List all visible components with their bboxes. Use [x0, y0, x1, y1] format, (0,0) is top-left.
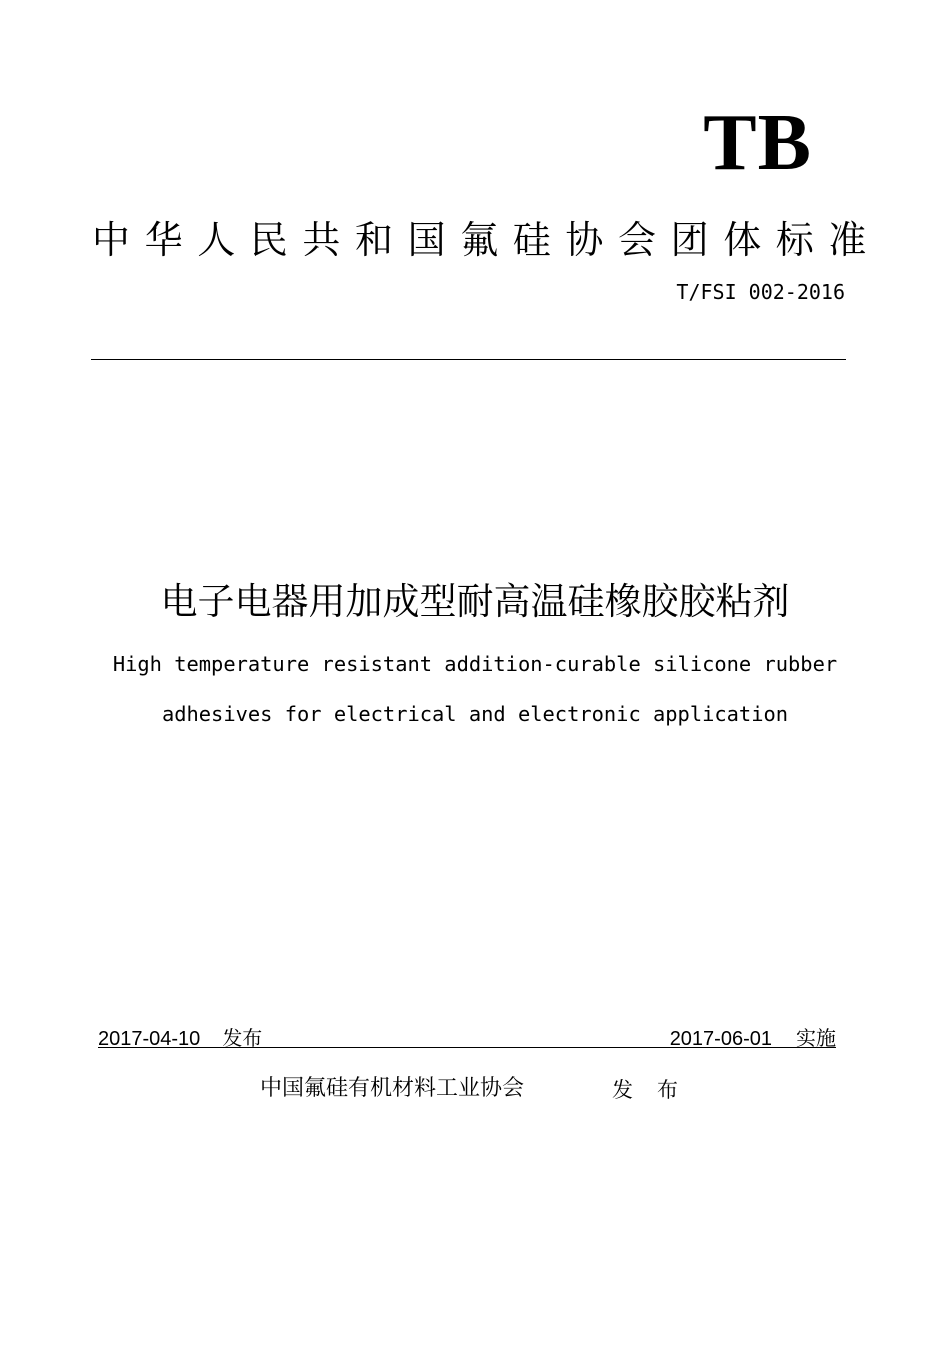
- effective-date-row: [670, 1024, 836, 1053]
- date-divider: [98, 1047, 836, 1048]
- issue-date: 2017-04-10: [98, 1028, 201, 1050]
- document-title-english-line-1: High temperature resistant addition-curable silicone rubber: [112, 652, 838, 676]
- standard-number: T/FSI 002-2016: [676, 280, 845, 304]
- publisher-name: 中国氟硅有机材料工业协会: [260, 1076, 525, 1101]
- effective-date: 2017-06-01: [669, 1028, 772, 1050]
- issue-date-row: [98, 1024, 262, 1053]
- standard-logo: TB: [703, 99, 812, 187]
- document-title-english-line-2: adhesives for electrical and electronic application: [161, 702, 789, 726]
- effective-label: 实施: [796, 1026, 836, 1050]
- issue-label: 发布: [222, 1026, 263, 1050]
- publish-label: 发布: [612, 1078, 702, 1102]
- organization-title: 中华人民共和国氟硅协会团体标准: [92, 218, 882, 262]
- document-title-chinese: 电子电器用加成型耐高温硅橡胶胶粘剂: [160, 580, 790, 623]
- top-divider: [91, 359, 846, 360]
